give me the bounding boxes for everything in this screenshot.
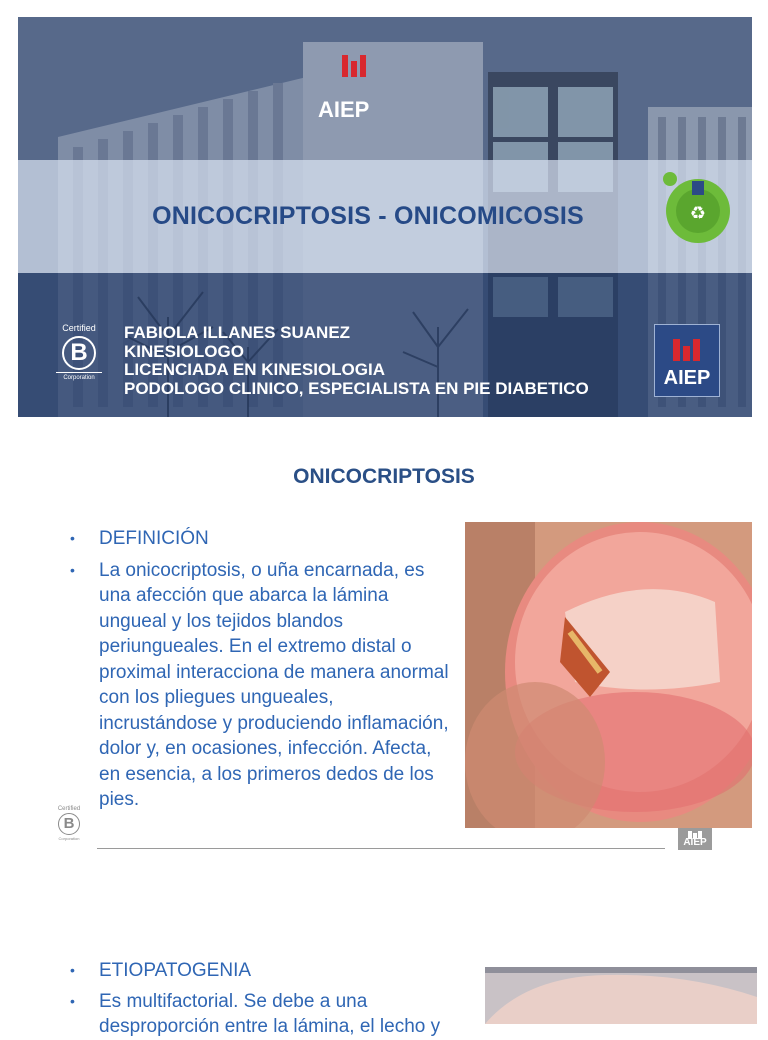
- aiep-logo: [654, 324, 720, 397]
- author-title: KINESIOLOGO: [124, 341, 244, 361]
- etiology-bullets: [70, 958, 450, 1040]
- footer-divider: [97, 848, 665, 849]
- slide-title: ONICOCRIPTOSIS - ONICOMICOSIS: [152, 202, 584, 230]
- b-corp-logo-small: [54, 806, 84, 850]
- bullet-dot-icon: •: [70, 561, 75, 578]
- b-corp-certified: Certified: [57, 806, 81, 812]
- bullet-dot-icon: •: [70, 992, 75, 1009]
- b-corp-corporation: Corporation: [56, 372, 102, 381]
- bullet-heading: • DEFINICIÓN: [70, 526, 450, 552]
- section-title: ONICOCRIPTOSIS: [293, 465, 475, 488]
- title-slide: [18, 17, 752, 417]
- bullet-dot-icon: •: [70, 530, 75, 546]
- bullet-text: • La onicocriptosis, o uña encarnada, es una afección que abarca la lámina ungueal y los tejidos blandos periungueales. En el extremo distal o proximal interacciona de manera anormal con los pliegues ungueales, incrustándose y produciendo inflamación, dolor y, en ocasiones, infección. Afecta, en esencia, a los primeros dedos de los pies.: [70, 559, 449, 810]
- author-info: [124, 324, 589, 398]
- aiep-logo-icon: [655, 329, 719, 369]
- toe-photo: [485, 967, 757, 1024]
- aiep-logo-text: AIEP: [683, 837, 707, 848]
- definition-bullets: [70, 526, 450, 813]
- building-sign-text: AIEP: [318, 97, 370, 122]
- author-degree: LICENCIADA EN KINESIOLOGIA: [124, 360, 385, 379]
- b-corp-letter: B: [62, 336, 96, 370]
- b-corp-logo: [56, 323, 102, 397]
- bullet-heading: • ETIOPATOGENIA: [70, 958, 450, 984]
- aiep-logo-text: AIEP: [663, 367, 711, 389]
- author-specialty: PODOLOGO CLINICO, ESPECIALISTA EN PIE DIABETICO: [124, 378, 589, 398]
- recycle-badge-icon: [658, 167, 740, 257]
- aiep-logo-small: [678, 828, 712, 850]
- bullet-dot-icon: •: [70, 962, 75, 978]
- b-corp-corporation: Corporation: [58, 836, 80, 841]
- b-corp-certified: Certified: [62, 323, 96, 333]
- ingrown-toenail-photo: [465, 522, 752, 828]
- bullet-text: • Es multifactorial. Se debe a una desproporción entre la lámina, el lecho y: [70, 990, 441, 1037]
- author-name: FABIOLA ILLANES SUANEZ: [124, 323, 351, 342]
- svg-text:♻: ♻: [689, 203, 707, 224]
- b-corp-letter: B: [58, 813, 80, 835]
